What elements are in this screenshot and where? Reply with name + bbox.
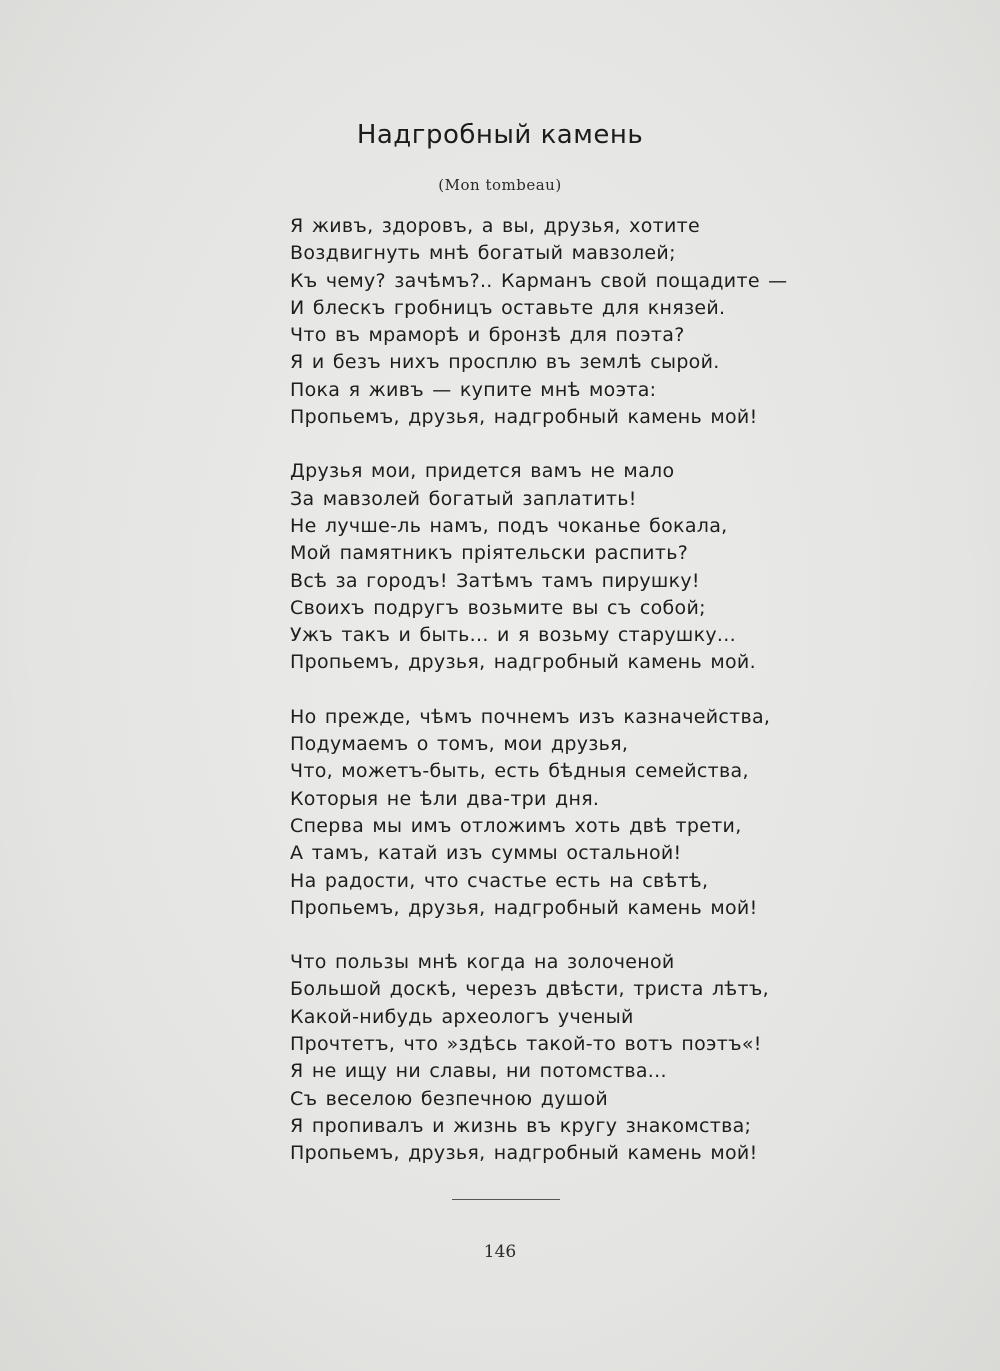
poem-line: За мавзолей богатый заплатить! [290,487,637,510]
poem-line: Мой памятникъ пріятельски распить? [290,542,689,565]
poem-line: И блескъ гробницъ оставьте для князей. [290,296,726,319]
poem-line: Своихъ подругъ возьмите вы съ собой; [290,596,706,619]
poem-line: Всѣ за городъ! Затѣмъ тамъ пирушку! [290,569,700,592]
poem-line: А тамъ, катай изъ суммы остальной! [290,842,682,865]
poem-line: Что, можетъ-быть, есть бѣдныя семейства, [290,760,749,783]
poem-line: Какой-нибудь археологъ ученый [290,1005,634,1028]
poem-line: Пропьемъ, друзья, надгробный камень мой! [290,1142,758,1165]
poem-line: Я живъ, здоровъ, а вы, друзья, хотите [290,215,701,237]
stanza-3 [290,704,810,922]
stanza-2 [290,458,810,676]
divider-rule [452,1199,560,1200]
poem-line: Друзья мои, придется вамъ не мало [290,460,675,483]
poem-line: Что пользы мнѣ когда на золоченой [290,951,675,974]
stanza-1 [290,213,810,431]
poem-line: Сперва мы имъ отложимъ хоть двѣ трети, [290,814,742,837]
poem-line: Прочтетъ, что »здѣсь такой-то вотъ поэтъ«! [290,1033,762,1056]
poem-line: Я пропивалъ и жизнь въ кругу знакомства; [290,1114,752,1137]
poem-line: Но прежде, чѣмъ почнемъ изъ казначейства, [290,705,771,728]
poem-line: Подумаемъ о томъ, мои друзья, [290,733,629,756]
stanza-4 [290,949,810,1167]
poem-title: Надгробный камень [356,120,644,150]
poem-line: Пропьемъ, друзья, надгробный камень мой! [290,406,758,429]
poem-line: Пока я живъ — купите мнѣ моэта: [290,378,657,401]
poem-subtitle: (Mon tombeau) [438,176,562,194]
poem-body [290,213,810,1195]
poem-line: Я не ищу ни славы, ни потомства... [290,1060,667,1083]
poem-line: Пропьемъ, друзья, надгробный камень мой! [290,896,758,919]
poem-line: Къ чему? зачѣмъ?.. Карманъ свой пощадите — [290,269,788,292]
poem-line: Пропьемъ, друзья, надгробный камень мой. [290,651,756,674]
poem-line: Воздвигнуть мнѣ богатый мавзолей; [290,242,676,265]
poem-line: На радости, что счастье есть на свѣтѣ, [290,869,709,892]
poem-line: Большой доскѣ, черезъ двѣсти, триста лѣтъ, [290,978,769,1001]
poem-line: Которыя не ѣли два-три дня. [290,787,600,810]
page-number: 146 [483,1242,517,1262]
poem-line: Не лучше-ль намъ, подъ чоканье бокала, [290,514,728,537]
poem-line: Я и безъ нихъ просплю въ землѣ сырой. [290,351,720,374]
poem-line: Ужъ такъ и быть... и я возьму старушку... [290,624,736,647]
poem-line: Что въ мраморѣ и бронзѣ для поэта? [290,324,685,347]
poem-line: Съ веселою безпечною душой [290,1087,609,1110]
